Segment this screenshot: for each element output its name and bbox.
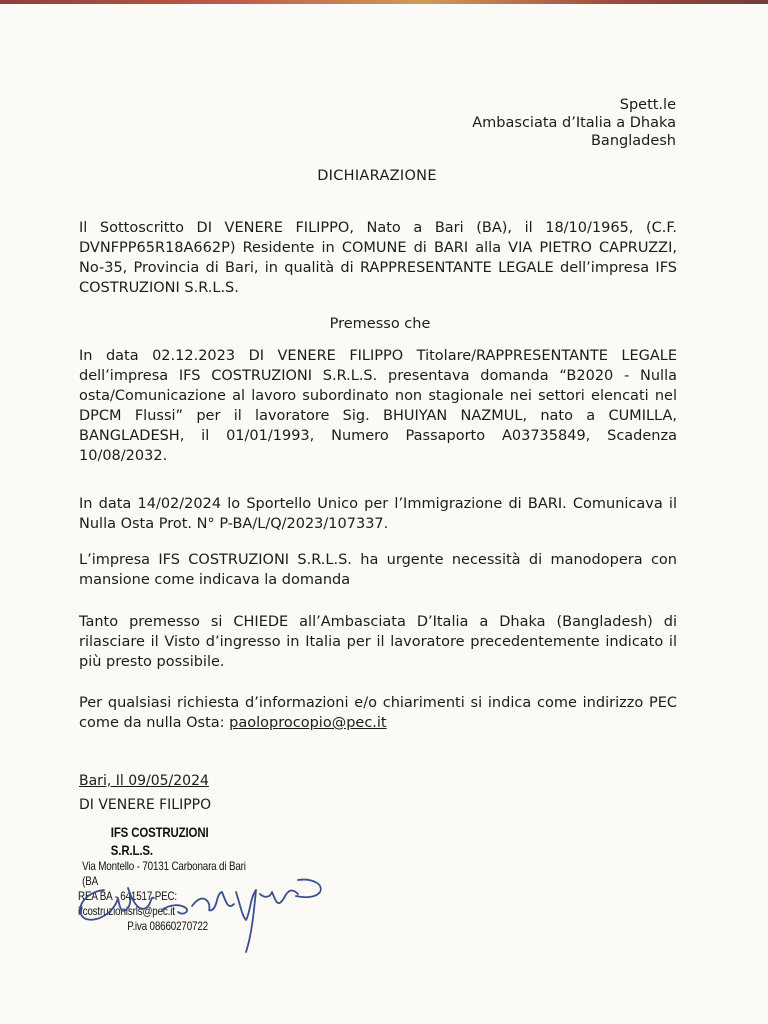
stamp-address: Via Montello - 70131 Carbonara di Bari (BA: [82, 859, 246, 888]
addressee-country: Bangladesh: [590, 133, 676, 149]
addressee-embassy: Ambasciata d’Italia a Dhaka: [472, 115, 676, 131]
signer-name: DI VENERE FILIPPO: [79, 797, 212, 813]
stamp-vat: P.iva 08660270722: [127, 919, 208, 933]
paragraph-request: Tanto premesso si CHIEDE all’Ambasciata D’Italia a Dhaka (Bangladesh) di rilasciare il Visto d’ingresso in Italia per il lavoratore precedentemente indicato il più presto possibile.: [79, 614, 677, 670]
paragraph-nulla-osta: In data 14/02/2024 lo Sportello Unico per l’Immigrazione di BARI. Comunicava il Nulla Osta Prot. N° P-BA/L/Q/2023/107337.: [79, 496, 677, 532]
handwritten-signature: [66, 858, 336, 958]
stamp-company-name: IFS COSTRUZIONI S.R.L.S.: [110, 824, 209, 858]
paragraph-need: L’impresa IFS COSTRUZIONI S.R.L.S. ha urgente necessità di manodopera con mansione come indicava la domanda: [79, 552, 677, 588]
document-title: DICHIARAZIONE: [317, 168, 437, 184]
contact-text: Per qualsiasi richiesta d’informazioni e/o chiarimenti si indica come indirizzo PEC come da nulla Osta:: [79, 695, 677, 731]
paragraph-application: In data 02.12.2023 DI VENERE FILIPPO Titolare/RAPPRESENTANTE LEGALE dell’impresa IFS COSTRUZIONI S.R.L.S. presentava domanda “B2020 - Nulla osta/Comunicazione al lavoro subordinato non stagionale nei settori elencati nel DPCM Flussi” per il lavoratore Sig. BHUIYAN NAZMUL, nato a CUMILLA, BANGLADESH, il 01/01/1993, Numero Passaporto A03735849, Scadenza 10/08/2032.: [79, 348, 677, 464]
pec-email-link[interactable]: paoloprocopio@pec.it: [229, 715, 387, 731]
addressee-salutation: Spett.le: [619, 97, 676, 113]
place-and-date: Bari, Il 09/05/2024: [79, 773, 209, 789]
intro-paragraph: Il Sottoscritto DI VENERE FILIPPO, Nato a Bari (BA), il 18/10/1965, (C.F. DVNFPP65R18A662P) Residente in COMUNE di BARI alla VIA PIETRO CAPRUZZI, No-35, Provincia di Bari, in qualità di RAPPRESENTANTE LEGALE dell’impresa IFS COSTRUZIONI S.R.L.S.: [79, 220, 677, 296]
stamp-rea-pec: REA BA - 641517 PEC: ifcostruzionisrls@pec.it: [78, 889, 178, 918]
paragraph-contact: [79, 693, 677, 733]
addressee-block: [472, 96, 676, 150]
premesso-heading: Premesso che: [329, 316, 431, 332]
